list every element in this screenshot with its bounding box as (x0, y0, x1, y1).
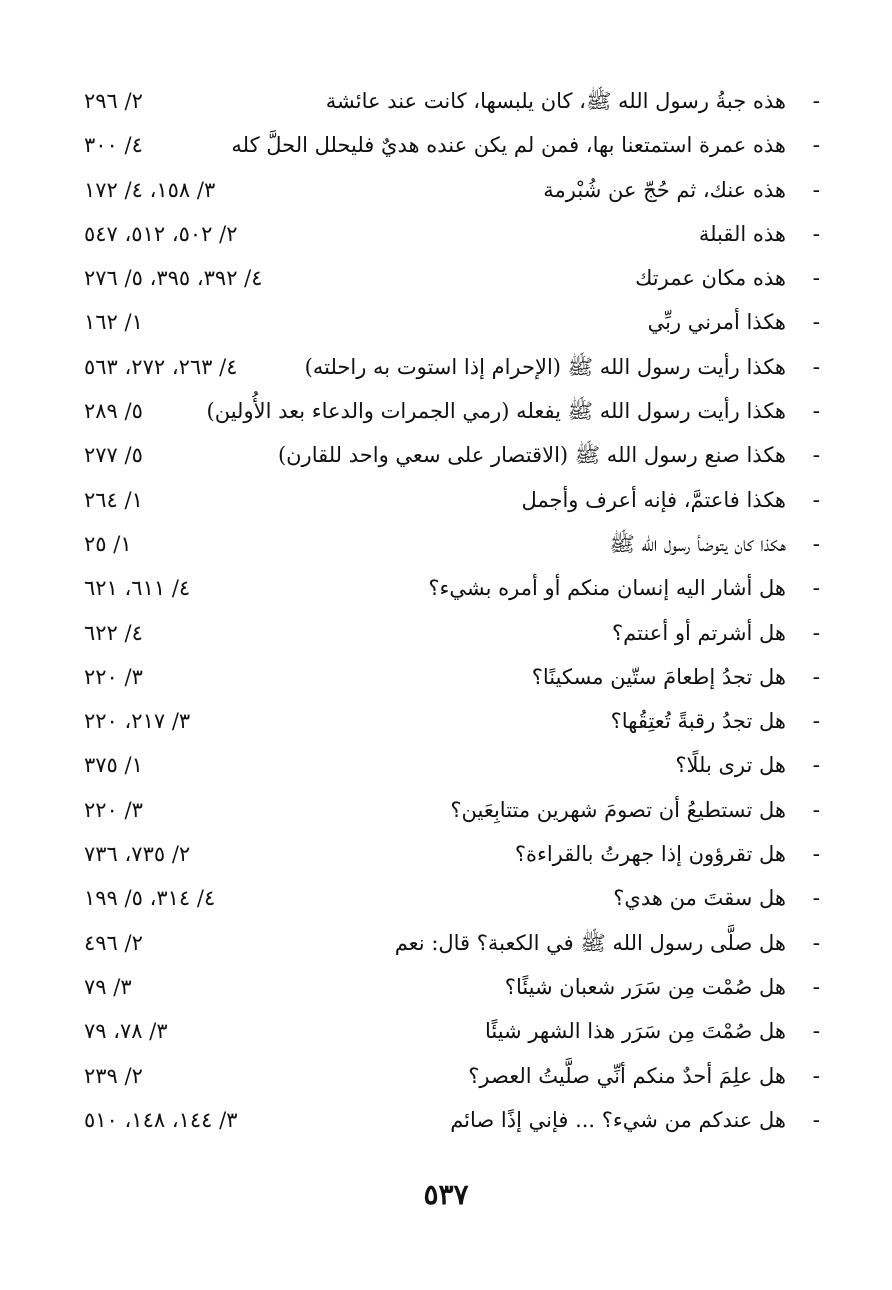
entry-reference: ٢/ ٤٩٦ (84, 930, 143, 955)
entry-text: هكذا رأيت رسول الله ﷺ (الإحرام إذا استوت به راحلته) (304, 354, 786, 379)
entry-reference: ٢/ ٥٠٢، ٥١٢، ٥٤٧ (84, 221, 238, 246)
entry-text: هل عندكم من شيء؟ ... فإني إذًا صائم (450, 1107, 786, 1132)
entry-text: هل تجدُ رقبةً تُعتِقُها؟ (610, 709, 786, 734)
entry-dash: - (812, 89, 820, 114)
index-entry (0, 392, 892, 436)
index-entry (0, 126, 892, 170)
index-entry (0, 436, 892, 480)
entry-text: هذه جبةُ رسول الله ﷺ، كان يلبسها، كانت عند عائشة (325, 89, 786, 113)
entry-reference: ٢/ ٢٣٩ (84, 1063, 143, 1088)
index-entry (0, 171, 892, 215)
page-number: ٥٣٧ (423, 1178, 469, 1211)
entry-reference: ٥/ ٢٧٧ (84, 443, 143, 468)
entry-dash: - (812, 753, 820, 779)
entry-dash: - (812, 1019, 820, 1045)
entry-reference: ٣/ ٧٩ (84, 974, 132, 999)
entry-dash: - (812, 664, 820, 690)
entry-reference: ٤/ ٣٠٠ (84, 133, 143, 158)
index-entry (0, 1012, 892, 1056)
entry-reference: ٣/ ١٥٨، ٤/ ١٧٢ (84, 177, 216, 202)
entry-dash: - (812, 930, 820, 956)
entry-dash: - (812, 266, 820, 292)
index-entry (0, 303, 892, 347)
entry-text: هكذا صنع رسول الله ﷺ (الاقتصار على سعي واحد للقارن) (277, 443, 786, 468)
index-entry (0, 1057, 892, 1101)
index-entry (0, 481, 892, 525)
entry-reference: ٣/ ١٤٤، ١٤٨، ٥١٠ (84, 1107, 238, 1132)
entry-dash: - (812, 399, 820, 425)
entry-reference: ٣/ ٢٢٠ (84, 664, 143, 689)
entry-text: هل أشار اليه إنسان منكم أو أمره بشيء؟ (428, 576, 786, 601)
index-entry (0, 82, 892, 126)
entry-reference: ١/ ١٦٢ (84, 310, 143, 335)
index-entry (0, 746, 892, 790)
index-entry (0, 924, 892, 968)
entry-text: هل علِمَ أحدٌ منكم أنِّي صلَّيتُ العصر؟ (468, 1063, 786, 1088)
index-entry (0, 1101, 892, 1145)
entry-text: هكذا أمرني ربِّي (647, 310, 786, 335)
entry-dash: - (812, 974, 820, 1000)
entry-reference: ٤/ ٣٩٢، ٣٩٥، ٥/ ٢٧٦ (84, 266, 263, 291)
entry-text: هل تجدُ إطعامَ ستّين مسكينًا؟ (531, 664, 786, 689)
entry-reference: ١/ ٣٧٥ (84, 753, 143, 778)
entry-dash: - (812, 310, 820, 336)
index-entry (0, 259, 892, 303)
entry-text: هذه عنك، ثم حُجّ عن شُبْرمة (543, 177, 786, 202)
entry-reference: ٢/ ٧٣٥، ٧٣٦ (84, 842, 191, 867)
entry-reference: ٥/ ٢٨٩ (84, 399, 143, 424)
entry-text: هكذا رأيت رسول الله ﷺ يفعله (رمي الجمرات والدعاء بعد الأُولين) (206, 399, 786, 424)
entry-reference: ٣/ ٢٢٠ (84, 797, 143, 822)
entry-dash: - (812, 354, 820, 380)
entry-dash: - (812, 133, 820, 159)
entry-reference: ٤/ ٣١٤، ٥/ ١٩٩ (84, 886, 216, 911)
entry-text: هكذا فاعتمَّ، فإنه أعرف وأجمل (521, 487, 786, 512)
entry-dash: - (812, 886, 820, 912)
entry-text: هل أشرتم أو أعنتم؟ (612, 620, 786, 645)
entry-reference: ١/ ٢٦٤ (84, 487, 143, 512)
entry-reference: ٣/ ٢١٧، ٢٢٠ (84, 709, 191, 734)
entry-text: هذه عمرة استمتعنا بها، فمن لم يكن عنده هديٌ فليحلل الحلَّ كله (231, 133, 786, 158)
entry-dash: - (812, 221, 820, 247)
entry-dash: - (812, 576, 820, 602)
index-entry (0, 658, 892, 702)
entry-text: هل ترى بللًا؟ (675, 753, 786, 778)
entry-dash: - (812, 797, 820, 823)
index-entry (0, 702, 892, 746)
index-entry (0, 569, 892, 613)
entry-dash: - (812, 709, 820, 735)
entry-reference: ١/ ٢٥ (84, 531, 132, 556)
entry-reference: ٣/ ٧٨، ٧٩ (84, 1019, 168, 1044)
entry-reference: ٤/ ٦٢٢ (84, 620, 143, 645)
entry-reference: ٤/ ٢٦٣، ٢٧٢، ٥٦٣ (84, 354, 238, 379)
index-entry (0, 614, 892, 658)
entry-text: هكذا كان يتوضأ رسول الله ﷺ (609, 531, 786, 556)
entry-dash: - (812, 842, 820, 868)
entry-reference: ٢/ ٢٩٦ (84, 89, 143, 113)
index-entry (0, 215, 892, 259)
entry-dash: - (812, 1063, 820, 1089)
entry-dash: - (812, 487, 820, 513)
index-entry (0, 791, 892, 835)
index-entry (0, 835, 892, 879)
entry-text: هل صلَّى رسول الله ﷺ في الكعبة؟ قال: نعم (394, 930, 786, 955)
entry-text: هل تقرؤون إذا جهرتُ بالقراءة؟ (514, 842, 786, 867)
entry-dash: - (812, 1107, 820, 1133)
index-entry (0, 968, 892, 1012)
entry-text: هل صُمْتَ مِن سَرَر هذا الشهر شيئًا (484, 1019, 786, 1044)
entry-dash: - (812, 620, 820, 646)
entry-text: هل تستطيعُ أن تصومَ شهرين متتابِعَين؟ (450, 797, 786, 822)
entry-dash: - (812, 531, 820, 557)
entry-dash: - (812, 443, 820, 469)
entry-dash: - (812, 177, 820, 203)
index-entry (0, 348, 892, 392)
entry-text: هذه مكان عمرتك (635, 266, 786, 291)
hadith-index-list (0, 82, 892, 1145)
index-entry (0, 879, 892, 923)
entry-text: هل سقتَ من هدي؟ (613, 886, 786, 911)
entry-text: هذه القبلة (698, 221, 786, 246)
entry-text: هل صُمْت مِن سَرَر شعبان شيئًا؟ (504, 974, 786, 999)
entry-reference: ٤/ ٦١١، ٦٢١ (84, 576, 191, 601)
index-entry (0, 525, 892, 569)
